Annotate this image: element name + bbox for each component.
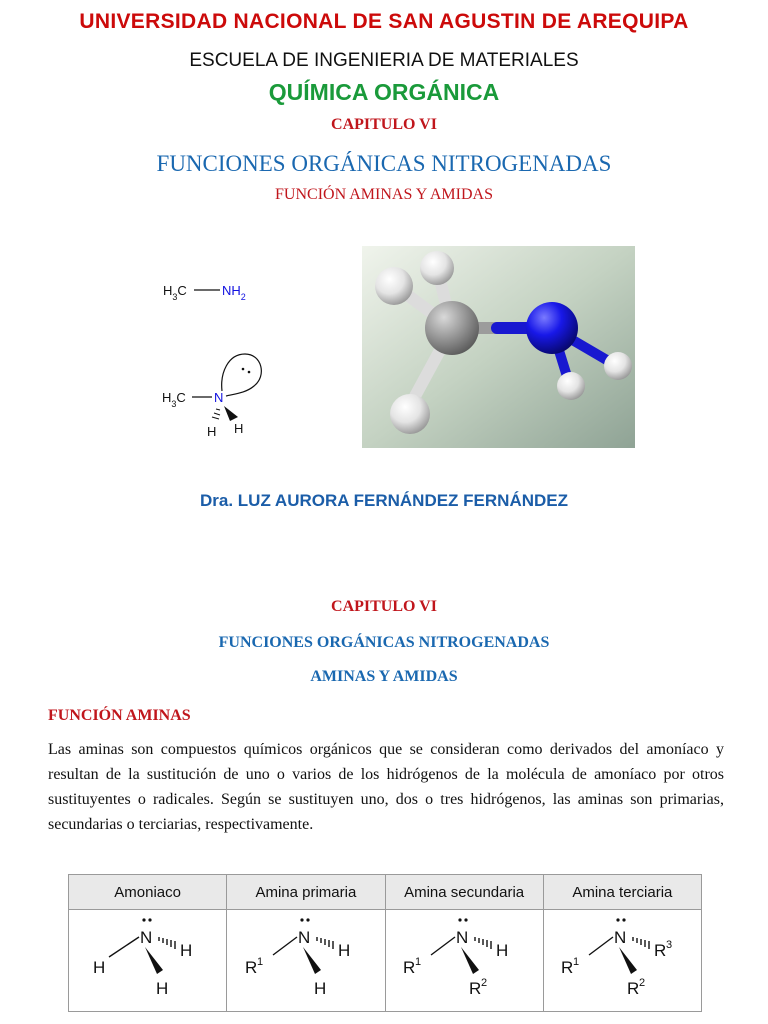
header-amoniaco: Amoniaco	[69, 875, 227, 910]
header-amina-terciaria: Amina terciaria	[543, 875, 701, 910]
svg-text:H: H	[155, 979, 168, 998]
document-title: FUNCIONES ORGÁNICAS NITROGENADAS	[156, 151, 612, 176]
course-name: QUÍMICA ORGÁNICA	[268, 79, 500, 105]
university-name: UNIVERSIDAD NACIONAL DE SAN AGUSTIN DE AREQUIPA	[79, 10, 689, 33]
hydrogen-left: H	[207, 424, 217, 439]
formula2-left: $H_3C$	[162, 390, 186, 409]
chapter-label: CAPITULO VI	[331, 116, 437, 133]
ammonia-structure	[73, 910, 223, 1006]
primary-amine-cell	[227, 910, 385, 1012]
methylamine-structure	[150, 268, 290, 448]
formula1-left: $H_3C$	[163, 283, 187, 302]
svg-text:N: N	[456, 928, 469, 947]
secondary-amine-cell	[385, 910, 543, 1012]
hydrogen-right: H	[234, 421, 244, 436]
svg-text:N: N	[297, 928, 311, 947]
section-title: FUNCIONES ORGÁNICAS NITROGENADAS	[218, 634, 550, 651]
tertiary-amine-cell	[543, 910, 701, 1012]
svg-text:R: R	[469, 979, 482, 998]
secondary-amine-structure	[389, 910, 539, 1006]
svg-text:R: R	[403, 958, 416, 977]
formula1-right: $NH_2$	[222, 283, 246, 302]
primary-amine-structure	[231, 910, 381, 1006]
header-amina-secundaria: Amina secundaria	[385, 875, 543, 910]
methylamine-3d-model	[362, 246, 635, 448]
svg-text:R: R	[627, 979, 640, 998]
tertiary-amine-structure	[547, 910, 697, 1006]
svg-text:1: 1	[573, 956, 580, 968]
document-subtitle: FUNCIÓN AMINAS Y AMIDAS	[275, 186, 493, 203]
author-name: Dra. LUZ AURORA FERNÁNDEZ FERNÁNDEZ	[199, 491, 568, 510]
ammonia-cell	[69, 910, 227, 1012]
svg-text:H: H	[313, 979, 327, 998]
wedge-bond	[224, 406, 238, 421]
svg-text:R: R	[561, 958, 574, 977]
svg-text:H: H	[179, 941, 192, 960]
svg-text:3: 3	[666, 939, 673, 951]
table-structure-row	[69, 910, 702, 1012]
svg-text:H: H	[496, 941, 509, 960]
section-subtitle: AMINAS Y AMIDAS	[310, 668, 458, 685]
svg-text:H: H	[92, 958, 105, 977]
section-chapter: CAPITULO VI	[331, 598, 437, 615]
section-heading: FUNCIÓN AMINAS	[48, 707, 191, 724]
svg-text:N: N	[614, 928, 627, 947]
school-name: ESCUELA DE INGENIERIA DE MATERIALES	[189, 50, 579, 71]
formula2-nitrogen: N	[214, 390, 224, 405]
table-header-row	[69, 875, 702, 910]
amine-types-table	[68, 874, 702, 1012]
svg-text:N: N	[139, 928, 152, 947]
svg-text:1: 1	[256, 956, 263, 968]
svg-text:R: R	[654, 941, 667, 960]
svg-text:1: 1	[415, 956, 422, 968]
svg-text:2: 2	[481, 977, 488, 989]
body-paragraph: Las aminas son compuestos químicos orgánicos que se consideran como derivados del amoníaco y resultan de la sustitución de uno o varios de los hidrógenos de la molécula de amoníaco por otros sustituyentes o radicales. Según se sustituyen uno, dos o tres hidrógenos, las aminas son primarias, secundarias o terciarias, respectivamente.	[48, 741, 724, 833]
header-amina-primaria: Amina primaria	[227, 875, 385, 910]
lone-pair-orbital	[222, 354, 262, 396]
svg-text:H: H	[337, 941, 351, 960]
svg-text:R: R	[244, 958, 258, 977]
svg-text:2: 2	[639, 977, 646, 989]
